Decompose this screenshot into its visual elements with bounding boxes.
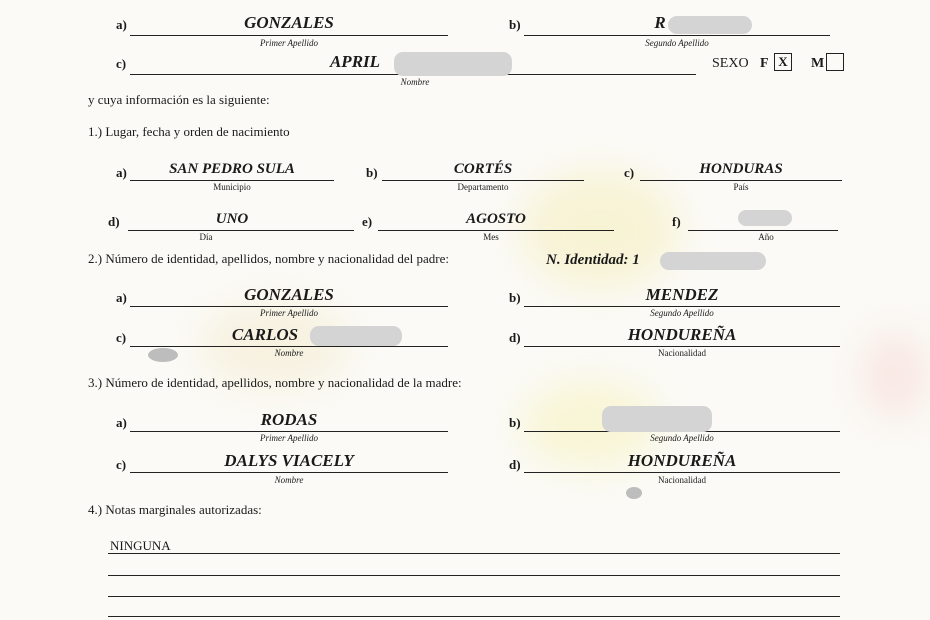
field-underline [130, 431, 448, 432]
field-d-label: d) [509, 457, 521, 472]
sexo-f-label: F [760, 56, 769, 71]
redaction-speck [148, 348, 178, 362]
field-c-label: c) [116, 330, 127, 345]
caption-mes: Mes [483, 232, 499, 242]
father-identidad-label: N. Identidad: 1 [546, 252, 640, 268]
field-underline [378, 230, 614, 231]
redaction-block [602, 406, 712, 432]
dia-value: UNO [215, 211, 249, 227]
departamento-value: CORTÉS [453, 161, 513, 177]
father-nombre: CARLOS [231, 325, 299, 344]
field-underline [524, 472, 840, 473]
field-underline [130, 180, 334, 181]
field-underline [130, 472, 448, 473]
field-underline [524, 306, 840, 307]
caption-anio: Año [758, 232, 774, 242]
field-b-label: b) [509, 17, 521, 32]
caption-primer-apellido: Primer Apellido [259, 38, 319, 48]
field-b-label: b) [366, 165, 378, 180]
caption-dia: Día [199, 232, 213, 242]
caption-nombre: Nombre [274, 475, 304, 485]
watermark-tint [860, 330, 930, 420]
caption-pais: País [733, 182, 749, 192]
field-a-label: a) [116, 415, 127, 430]
redaction-block [660, 252, 766, 270]
mother-nacionalidad: HONDUREÑA [627, 451, 737, 470]
note-line [108, 575, 840, 576]
field-a-label: a) [116, 165, 127, 180]
caption-primer-apellido: Primer Apellido [259, 433, 319, 443]
caption-nombre: Nombre [400, 77, 430, 87]
field-a-label: a) [116, 17, 127, 32]
field-a-label: a) [116, 290, 127, 305]
sexo-f-checkbox: X [774, 53, 792, 71]
caption-municipio: Municipio [213, 182, 251, 192]
redaction-block [310, 326, 402, 346]
registrant-nombre: APRIL [329, 52, 381, 71]
pais-value: HONDURAS [699, 161, 783, 177]
marginal-note: NINGUNA [110, 538, 171, 553]
field-underline [128, 230, 354, 231]
father-nacionalidad: HONDUREÑA [627, 325, 737, 344]
field-underline [640, 180, 842, 181]
caption-nacionalidad: Nacionalidad [658, 475, 706, 485]
sexo-m-checkbox [826, 53, 844, 71]
field-e-label: e) [362, 214, 373, 229]
redaction-block [394, 52, 512, 76]
mes-value: AGOSTO [466, 211, 526, 227]
field-d-label: d) [509, 330, 521, 345]
note-line [108, 596, 840, 597]
caption-segundo-apellido: Segundo Apellido [650, 308, 714, 318]
caption-segundo-apellido: Segundo Apellido [650, 433, 714, 443]
municipio-value: SAN PEDRO SULA [169, 161, 295, 177]
registrant-primer-apellido: GONZALES [244, 13, 334, 32]
field-c-label: c) [116, 56, 127, 71]
caption-primer-apellido: Primer Apellido [259, 308, 319, 318]
sexo-m-label: M [811, 56, 825, 71]
section4-heading: 4.) Notas marginales autorizadas: [88, 502, 262, 517]
field-underline [524, 346, 840, 347]
note-line [108, 616, 840, 617]
mother-primer-apellido: RODAS [260, 410, 318, 429]
field-b-label: b) [509, 415, 521, 430]
field-underline [130, 35, 448, 36]
mother-nombre: DALYS VIACELY [224, 451, 354, 470]
field-underline [130, 306, 448, 307]
father-primer-apellido: GONZALES [244, 285, 334, 304]
sexo-label: SEXO [712, 56, 749, 71]
field-underline [688, 230, 838, 231]
field-underline [524, 35, 830, 36]
field-b-label: b) [509, 290, 521, 305]
caption-nombre: Nombre [274, 348, 304, 358]
section2-heading: 2.) Número de identidad, apellidos, nombre y nacionalidad del padre: [88, 251, 449, 266]
section3-heading: 3.) Número de identidad, apellidos, nombre y nacionalidad de la madre: [88, 375, 462, 390]
field-underline [382, 180, 584, 181]
field-c-label: c) [624, 165, 635, 180]
father-segundo-apellido: MENDEZ [645, 285, 719, 304]
field-underline [130, 346, 448, 347]
redaction-speck [626, 487, 642, 499]
section1-heading: 1.) Lugar, fecha y orden de nacimiento [88, 124, 290, 139]
caption-nacionalidad: Nacionalidad [658, 348, 706, 358]
intro-text: y cuya información es la siguiente: [88, 92, 270, 107]
field-c-label: c) [116, 457, 127, 472]
caption-departamento: Departamento [457, 182, 509, 192]
caption-segundo-apellido: Segundo Apellido [645, 38, 709, 48]
field-f-label: f) [672, 214, 681, 229]
field-d-label: d) [108, 214, 120, 229]
note-line [108, 553, 840, 554]
registrant-segundo-apellido: R [654, 13, 666, 32]
redaction-block [668, 16, 752, 34]
redaction-block [738, 210, 792, 226]
